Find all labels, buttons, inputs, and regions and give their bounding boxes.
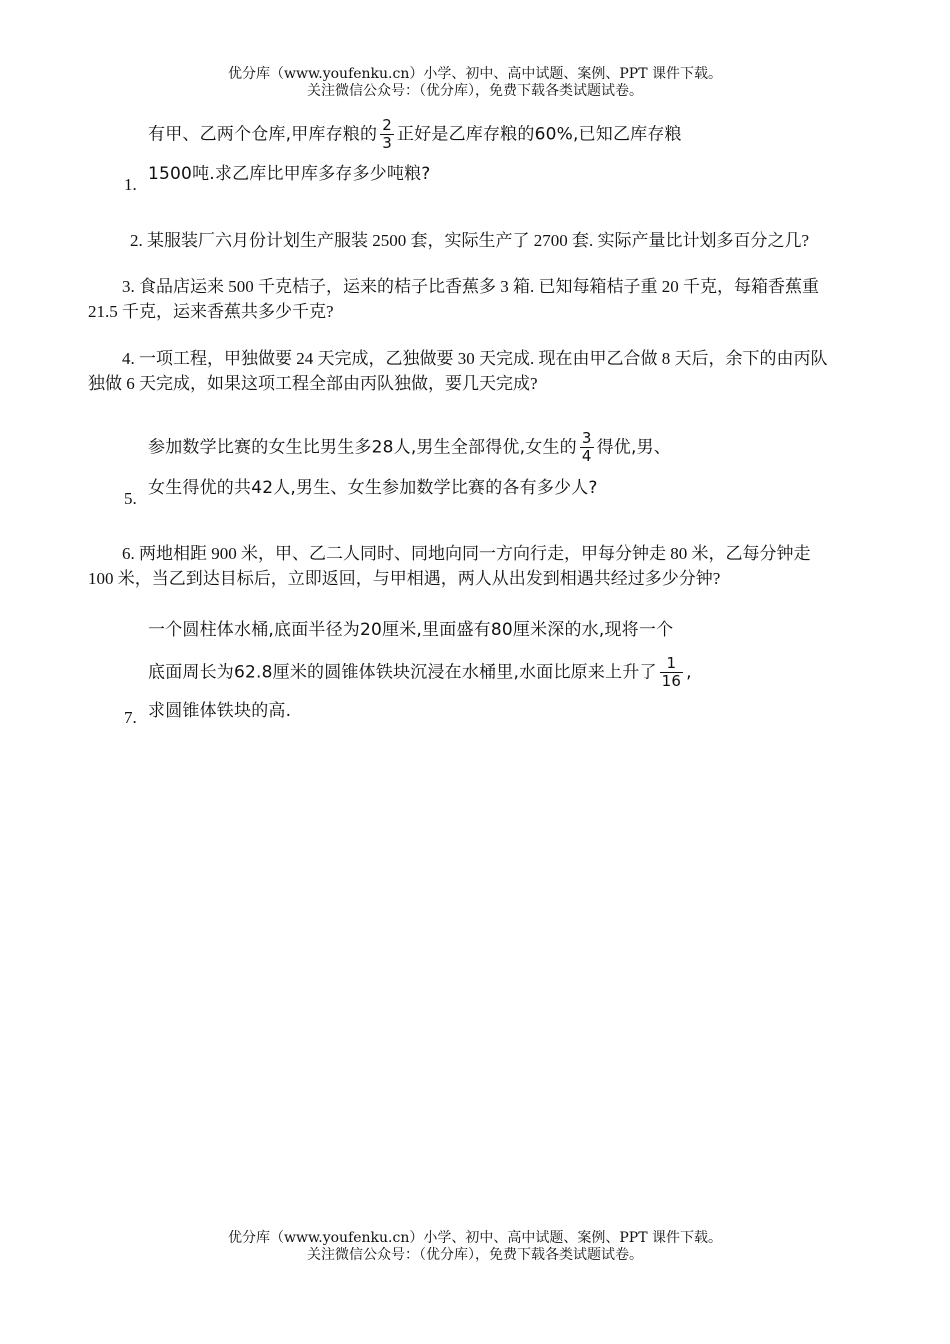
question-5-number: 5. (124, 489, 137, 508)
question-5-line-1: 参加数学比赛的女生比男生多28人,男生全部得优,女生的 $\frac{3}{4}$ 得优,男、 (148, 429, 671, 465)
question-4-line-1: 4. 一项工程，甲独做要 24 天完成，乙独做要 30 天完成. 现在由甲乙合做 8 天后，余下的由丙队 (122, 349, 828, 368)
question-2: 2. 某服装厂六月份计划生产服装 2500 套，实际生产了 2700 套. 实际产量比计划多百分之几? (130, 231, 810, 250)
question-3-line-2: 21.5 千克，运来香蕉共多少千克? (88, 302, 334, 321)
header-line-1: 优分库（www.youfenku.cn）小学、初中、高中试题、案例、PPT 课件下载。 (227, 66, 722, 82)
question-1-line-1: 有甲、乙两个仓库,甲库存粮的 $\frac{2}{3}$ 正好是乙库存粮的60%,已知乙库存粮 (148, 116, 682, 152)
question-7-line-2: 底面周长为62.8厘米的圆锥体铁块沉浸在水桶里,水面比原来上升了 $\frac{1}{16}$ , (148, 654, 692, 690)
question-7-line-1: 一个圆柱体水桶,底面半径为20厘米,里面盛有80厘米深的水,现将一个 (148, 620, 674, 640)
fraction-3-4: $\frac{3}{4}$ (581, 429, 592, 465)
question-3-line-1: 3. 食品店运来 500 千克桔子，运来的桔子比香蕉多 3 箱. 已知每箱桔子重 20 千克，每箱香蕉重 (122, 277, 819, 296)
fraction-2-3: $\frac{2}{3}$ (382, 116, 392, 152)
page-header (0, 66, 950, 100)
question-4-line-2: 独做 6 天完成，如果这项工程全部由丙队独做，要几天完成? (88, 374, 538, 393)
question-6-line-1: 6. 两地相距 900 米，甲、乙二人同时、同地向同一方向行走，甲每分钟走 80 米，乙每分钟走 (122, 544, 811, 563)
fraction-1-16: $\frac{1}{16}$ (661, 654, 682, 690)
header-line-2: 关注微信公众号：（优分库），免费下载各类试题试卷。 (307, 83, 643, 99)
question-7-number: 7. (124, 708, 137, 727)
question-5-line-2: 女生得优的共42人,男生、女生参加数学比赛的各有多少人? (148, 478, 598, 498)
question-6-line-2: 100 米，当乙到达目标后，立即返回，与甲相遇，两人从出发到相遇共经过多少分钟? (88, 569, 721, 588)
question-1-number: 1. (124, 175, 137, 194)
question-7-line-3: 求圆锥体铁块的高. (148, 701, 292, 721)
footer-line-2: 关注微信公众号：（优分库），免费下载各类试题试卷。 (307, 1247, 643, 1263)
page-footer (0, 1230, 950, 1264)
question-1-line-2: 1500吨.求乙库比甲库多存多少吨粮? (148, 164, 431, 184)
footer-line-1: 优分库（www.youfenku.cn）小学、初中、高中试题、案例、PPT 课件下载。 (227, 1230, 722, 1246)
